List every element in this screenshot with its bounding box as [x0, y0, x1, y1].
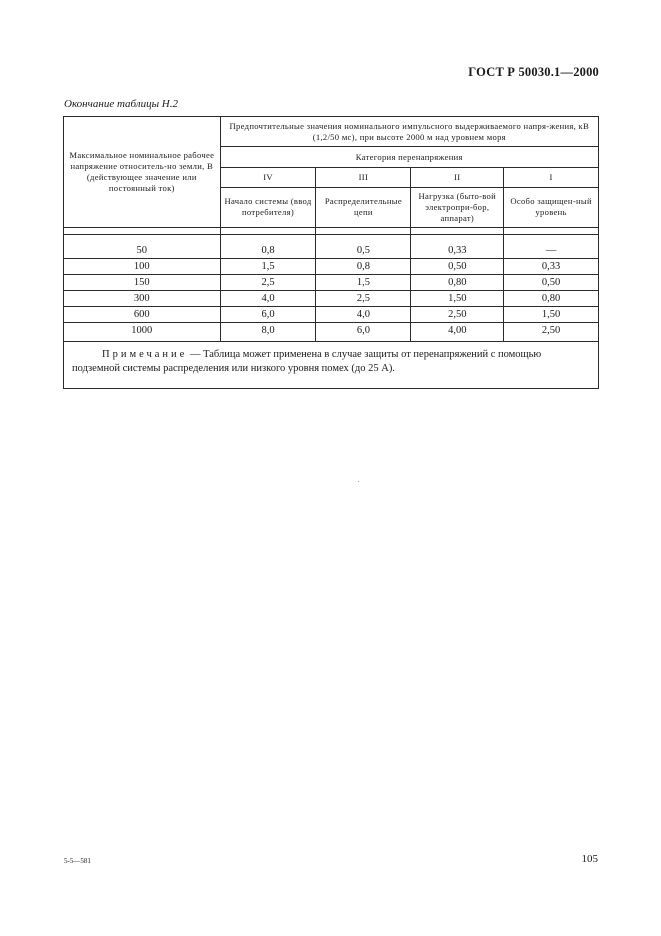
- table-row: [64, 275, 599, 291]
- voltage-table: [63, 116, 599, 389]
- value-cell: 2,50: [411, 307, 504, 323]
- table-row: [64, 323, 599, 342]
- print-code: 5-5—581: [64, 857, 91, 865]
- voltage-cell: 150: [64, 275, 221, 291]
- value-cell: —: [504, 235, 599, 259]
- table-note: [64, 342, 599, 389]
- value-cell: 1,50: [504, 307, 599, 323]
- note-text: — Таблица может применена в случае защиты от перенапряжений с помощью подземной системы распределения или низкого уровня помех (до 25 А).: [72, 349, 542, 374]
- category-description: Начало системы (ввод потребителя): [220, 187, 316, 227]
- voltage-cell: 50: [64, 235, 221, 259]
- standard-id-header: ГОСТ Р 50030.1—2000: [468, 65, 599, 79]
- value-cell: 2,5: [220, 275, 316, 291]
- category-number: II: [411, 168, 504, 187]
- table-caption: Окончание таблицы Н.2: [64, 98, 178, 110]
- value-cell: 0,50: [504, 275, 599, 291]
- value-cell: 0,80: [411, 275, 504, 291]
- value-cell: 0,80: [504, 291, 599, 307]
- value-cell: 0,8: [316, 259, 411, 275]
- voltage-cell: 1000: [64, 323, 221, 342]
- value-cell: 4,0: [220, 291, 316, 307]
- category-description: Особо защищен-ный уровень: [504, 187, 599, 227]
- voltage-cell: 600: [64, 307, 221, 323]
- note-paragraph: [72, 348, 590, 376]
- header-row-1: [64, 117, 599, 147]
- category-description: Распределительные цепи: [316, 187, 411, 227]
- value-cell: 8,0: [220, 323, 316, 342]
- value-cell: 6,0: [220, 307, 316, 323]
- value-cell: 0,8: [220, 235, 316, 259]
- value-cell: 4,0: [316, 307, 411, 323]
- value-cell: 0,5: [316, 235, 411, 259]
- table-row: [64, 307, 599, 323]
- category-number: III: [316, 168, 411, 187]
- table-row: [64, 235, 599, 259]
- column-header-category: Категория перенапряжения: [220, 147, 598, 168]
- category-number: IV: [220, 168, 316, 187]
- page-number: 105: [581, 853, 598, 865]
- voltage-cell: 300: [64, 291, 221, 307]
- column-header-preferred-values: Предпочтительные значения номинального импульсного выдерживаемого напря-жения, кВ (1,2/50 мс), при высоте 2000 м над уровнем моря: [220, 117, 598, 147]
- value-cell: 2,50: [504, 323, 599, 342]
- value-cell: 0,33: [411, 235, 504, 259]
- column-header-voltage: Максимальное номинальное рабочее напряжение относитель-но земли, В (действующее значение или постоянный ток): [64, 117, 221, 228]
- note-row: [64, 342, 599, 389]
- note-label: Примечание: [102, 349, 188, 360]
- value-cell: 2,5: [316, 291, 411, 307]
- category-number: I: [504, 168, 599, 187]
- spacer-row: [64, 228, 599, 235]
- table-row: [64, 259, 599, 275]
- value-cell: 0,33: [504, 259, 599, 275]
- value-cell: 1,50: [411, 291, 504, 307]
- value-cell: 4,00: [411, 323, 504, 342]
- table-row: [64, 291, 599, 307]
- value-cell: 1,5: [316, 275, 411, 291]
- voltage-cell: 100: [64, 259, 221, 275]
- scan-speck: [358, 481, 359, 482]
- category-description: Нагрузка (быто-вой электропри-бор, аппарат): [411, 187, 504, 227]
- value-cell: 6,0: [316, 323, 411, 342]
- value-cell: 0,50: [411, 259, 504, 275]
- value-cell: 1,5: [220, 259, 316, 275]
